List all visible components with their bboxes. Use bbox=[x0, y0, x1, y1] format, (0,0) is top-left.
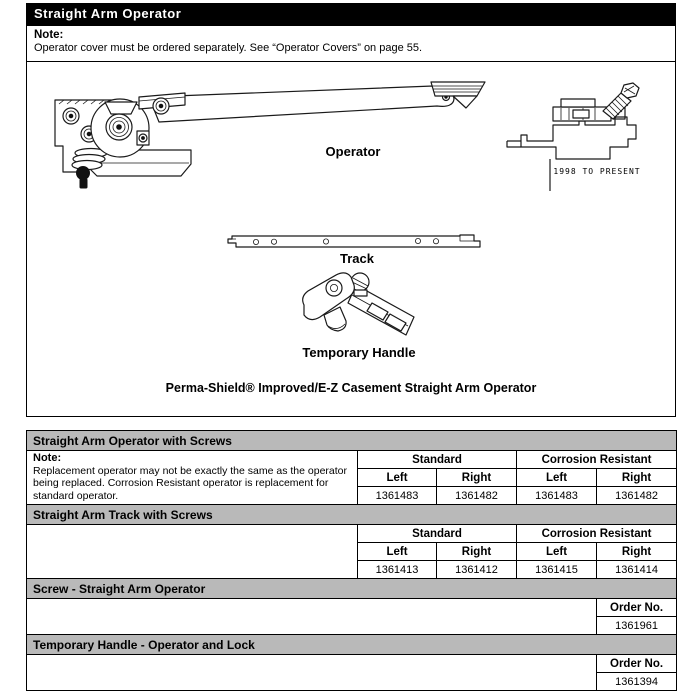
track-figure-label: Track bbox=[340, 251, 374, 266]
section-header-handle: Temporary Handle - Operator and Lock bbox=[27, 635, 677, 655]
operator-part-corrosion-right: 1361482 bbox=[597, 487, 677, 505]
track-empty-cell bbox=[27, 525, 358, 579]
track-part-standard-left: 1361413 bbox=[358, 561, 437, 579]
operator-note-text: Replacement operator may not be exactly the same as the operator being replaced. Corrosion Resistant operator is replacement for standard operator. bbox=[33, 464, 348, 502]
operator-col-corrosion-left: Left bbox=[517, 469, 597, 487]
note-box bbox=[27, 26, 675, 62]
table-row bbox=[27, 451, 677, 469]
operator-part-standard-right: 1361482 bbox=[437, 487, 517, 505]
section-header-screw: Screw - Straight Arm Operator bbox=[27, 579, 677, 599]
window-profile-drawing bbox=[499, 81, 647, 193]
operator-part-corrosion-left: 1361483 bbox=[517, 487, 597, 505]
figure-caption: Perma-Shield® Improved/E-Z Casement Straight Arm Operator bbox=[165, 381, 537, 395]
operator-part-standard-left: 1361483 bbox=[358, 487, 437, 505]
operator-col-corrosion-right: Right bbox=[597, 469, 677, 487]
operator-note-cell bbox=[27, 451, 358, 505]
track-col-standard-right: Right bbox=[437, 543, 517, 561]
track-group-standard: Standard bbox=[358, 525, 517, 543]
handle-empty-cell bbox=[27, 655, 597, 691]
track-part-corrosion-right: 1361414 bbox=[597, 561, 677, 579]
handle-figure-label: Temporary Handle bbox=[302, 345, 416, 360]
parts-table bbox=[26, 430, 677, 691]
track-drawing bbox=[226, 233, 484, 251]
handle-order-number: 1361394 bbox=[597, 673, 677, 691]
track-part-standard-right: 1361412 bbox=[437, 561, 517, 579]
operator-group-corrosion: Corrosion Resistant bbox=[517, 451, 677, 469]
screw-empty-cell bbox=[27, 599, 597, 635]
note-label: Note: bbox=[34, 29, 64, 41]
track-part-corrosion-left: 1361415 bbox=[517, 561, 597, 579]
operator-drawing bbox=[39, 76, 499, 200]
table-row bbox=[27, 635, 677, 655]
handle-order-label: Order No. bbox=[597, 655, 677, 673]
table-row bbox=[27, 579, 677, 599]
track-group-corrosion: Corrosion Resistant bbox=[517, 525, 677, 543]
screw-order-label: Order No. bbox=[597, 599, 677, 617]
table-row bbox=[27, 525, 677, 543]
track-col-standard-left: Left bbox=[358, 543, 437, 561]
era-label: 1998 TO PRESENT bbox=[553, 167, 641, 176]
table-row bbox=[27, 599, 677, 617]
table-row bbox=[27, 505, 677, 525]
page-title: Straight Arm Operator bbox=[26, 3, 676, 25]
note-text: Operator cover must be ordered separately. See “Operator Covers” on page 55. bbox=[34, 42, 423, 54]
figure-box bbox=[26, 25, 676, 417]
operator-figure-label: Operator bbox=[325, 144, 381, 159]
track-col-corrosion-left: Left bbox=[517, 543, 597, 561]
track-col-corrosion-right: Right bbox=[597, 543, 677, 561]
table-row bbox=[27, 655, 677, 673]
section-header-operator: Straight Arm Operator with Screws bbox=[27, 431, 677, 451]
section-header-track: Straight Arm Track with Screws bbox=[27, 505, 677, 525]
operator-group-standard: Standard bbox=[358, 451, 517, 469]
table-row bbox=[27, 431, 677, 451]
operator-note-label: Note: bbox=[33, 452, 62, 464]
screw-order-number: 1361961 bbox=[597, 617, 677, 635]
operator-col-standard-left: Left bbox=[358, 469, 437, 487]
operator-col-standard-right: Right bbox=[437, 469, 517, 487]
temporary-handle-drawing bbox=[294, 269, 422, 345]
